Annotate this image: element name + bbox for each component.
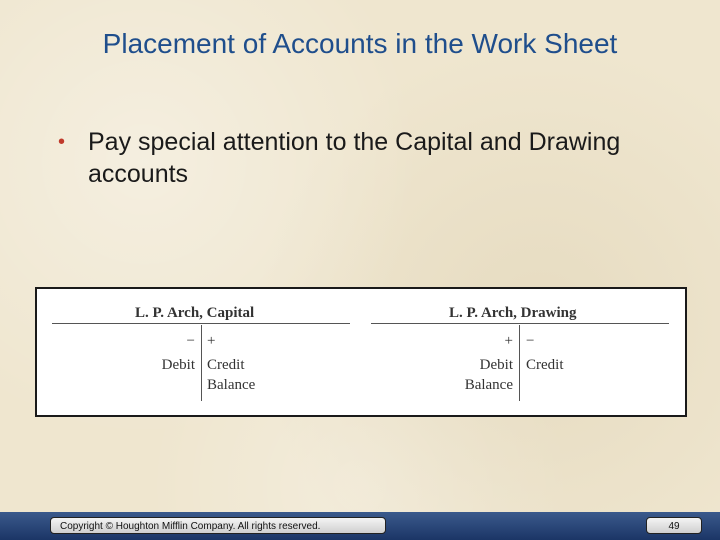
capital-debit-sign: − xyxy=(186,333,195,349)
drawing-account-rule xyxy=(371,323,669,324)
drawing-credit-label: Credit xyxy=(526,357,564,373)
page-number: 49 xyxy=(646,517,702,534)
capital-credit-sign: + xyxy=(207,333,216,349)
drawing-balance-label: Balance xyxy=(464,377,513,393)
drawing-account-title: L. P. Arch, Drawing xyxy=(449,305,577,321)
drawing-account-divider xyxy=(519,325,520,401)
drawing-credit-sign: − xyxy=(526,333,535,349)
capital-debit-label: Debit xyxy=(161,357,195,373)
copyright-notice: Copyright © Houghton Mifflin Company. All rights reserved. xyxy=(50,517,386,534)
capital-balance-label: Balance xyxy=(207,377,256,393)
drawing-debit-label: Debit xyxy=(479,357,513,373)
slide-title: Placement of Accounts in the Work Sheet xyxy=(102,28,618,59)
capital-account-rule xyxy=(52,323,350,324)
bullet-item xyxy=(58,126,658,190)
drawing-debit-sign: + xyxy=(504,333,513,349)
bullet-text: Pay special attention to the Capital and Drawing accounts xyxy=(88,128,621,188)
t-account-figure xyxy=(35,287,687,417)
capital-account-title: L. P. Arch, Capital xyxy=(135,305,255,321)
bullet-marker: • xyxy=(58,131,66,153)
capital-credit-label: Credit xyxy=(207,357,245,373)
capital-account-divider xyxy=(201,325,202,401)
